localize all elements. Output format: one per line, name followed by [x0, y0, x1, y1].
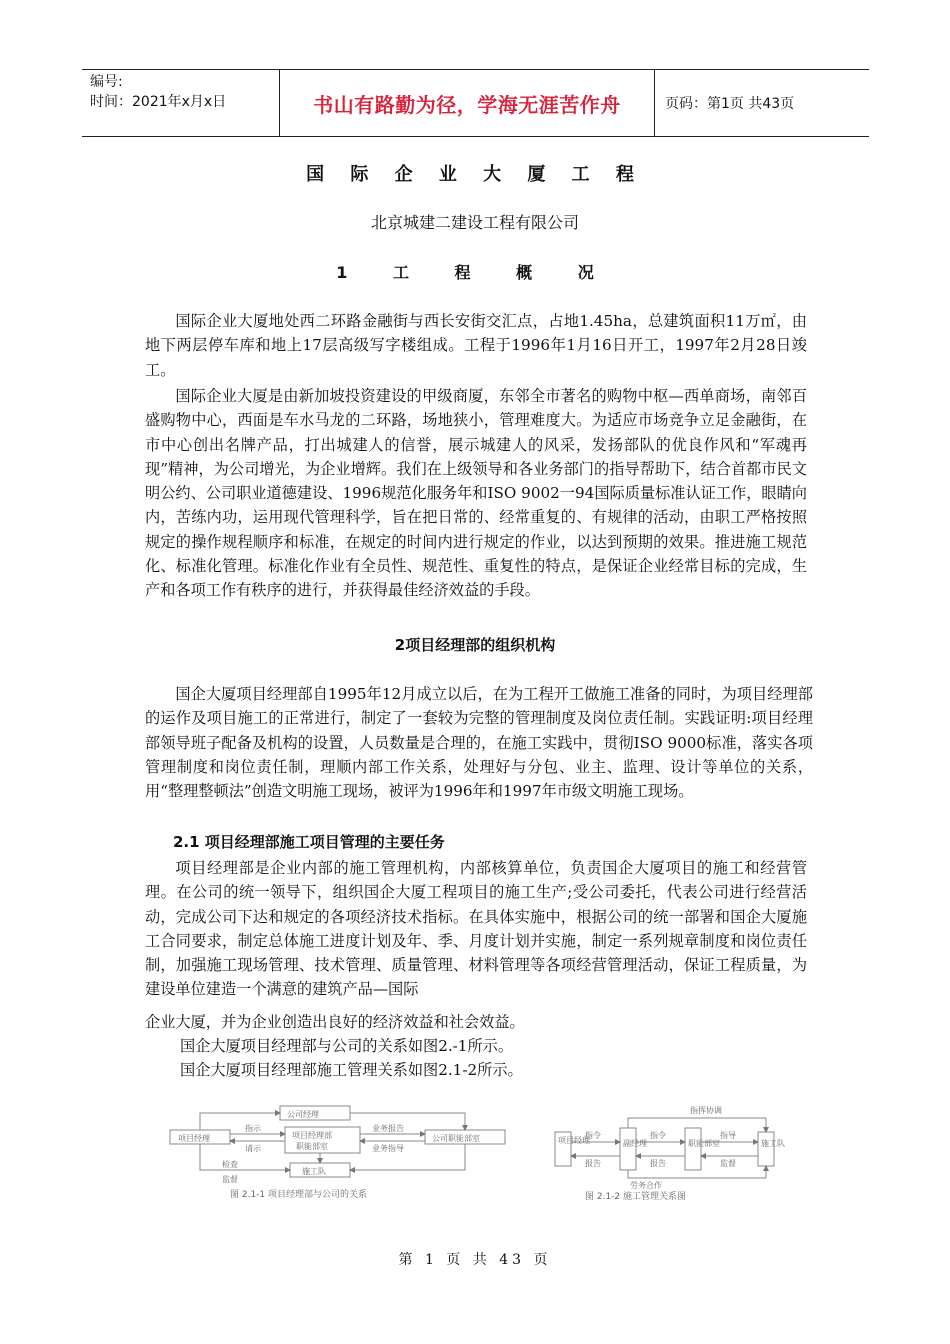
fig1-label-request: 请示 — [245, 1144, 261, 1153]
fig1-label-supervise: 监督 — [222, 1175, 238, 1184]
figures-area — [160, 1100, 810, 1205]
fig2-label-report1: 报告 — [585, 1159, 601, 1168]
page-footer: 第 1 页 共 43 页 — [398, 1252, 552, 1268]
fig1-label-business-report: 业务报告 — [372, 1124, 404, 1133]
fig1-text-project-manager: 项目经理 — [178, 1134, 210, 1143]
fig2-text-dept: 职能部室 — [688, 1139, 720, 1148]
figure2-labels — [558, 1105, 785, 1202]
fig2-label-service: 劳务合作 — [630, 1181, 662, 1190]
header-page-info: 页码：第1页 共43页 — [665, 96, 795, 112]
header-number: 编号: — [90, 74, 123, 90]
figure-reference-1: 国企大厦项目经理部与公司的关系如图2.-1所示。 — [180, 1037, 514, 1055]
fig1-text-project-dept2: 职能部室 — [296, 1142, 328, 1151]
subsection21-heading: 2.1 项目经理部施工项目管理的主要任务 — [173, 833, 445, 851]
header-meta — [82, 70, 280, 136]
fig1-caption: 图 2.1-1 项目经理部与公司的关系 — [230, 1190, 368, 1200]
section2-heading: 2项目经理部的组织机构 — [394, 636, 556, 654]
fig2-box-vice — [620, 1128, 636, 1170]
fig2-label-order1: 指令 — [585, 1131, 601, 1140]
header-motto: 书山有路勤为径，学海无涯苦作舟 — [280, 70, 655, 136]
fig1-text-company-dept: 公司职能部室 — [432, 1134, 480, 1143]
fig2-box-team — [758, 1132, 774, 1166]
figure-construction-management — [555, 1118, 774, 1178]
section1-heading: 1 工 程 概 况 — [336, 263, 614, 282]
section1-paragraph-2: 国际企业大厦是由新加坡投资建设的甲级商厦，东邻全市著名的购物中枢—西单商场，南邻百盛购物中心，西面是车水马龙的二环路，场地狭小，管理难度大。为适应市场竞争立足金融街，在市中心创出名牌产品，打出城建人的信誉，展示城建人的风采，发扬部队的优良作风和“军魂再现”精神，为公司增光，为企业增辉。我们在上级领导和各业务部门的指导帮助下，结合首都市民文明公约、公司职业道德建设、1996规范化服务年和ISO 9002一94国际质量标准认证工作，眼睛向内，苦练内功，运用现代管理科学，旨在把日常的、经常重复的、有规律的活动，由职工严格按照规定的操作规程顺序和标准，在规定的时间内进行规定的作业，以达到预期的效果。推进施工规范化、标准化管理。标准化作业有全员性、规范性、重复性的特点，是保证企业经常目标的完成，生产和各项工作有秩序的进行，并获得最佳经济效益的手段。 — [145, 387, 807, 600]
figure1-labels — [178, 1110, 480, 1200]
fig2-text-team: 施工队 — [761, 1139, 785, 1148]
header-time: 时间：2021年x月x日 — [90, 94, 227, 110]
subsection21-paragraph-1: 项目经理部是企业内部的施工管理机构，内部核算单位，负责国企大厦项目的施工和经营管理。在公司的统一领导下，组织国企大厦工程项目的施工生产;受公司委托，代表公司进行经营活动，完成公司下达和规定的各项经济技术指标。在具体实施中，根据公司的统一部署和国企大厦施工合同要求，制定总体施工进度计划及年、季、月度计划并实施，制定一系列规章制度和岗位责任制，加强施工现场管理、技术管理、质量管理、材料管理等各项经营管理活动，保证工程质量，为建设单位建造一个满意的建筑产品—国际 — [145, 859, 807, 999]
page-header — [82, 69, 869, 137]
figure-reference-2: 国企大厦项目经理部施工管理关系如图2.1-2所示。 — [180, 1061, 523, 1079]
fig1-label-instruct: 指示 — [245, 1124, 261, 1133]
fig2-caption: 图 2.1-2 施工管理关系图 — [585, 1192, 687, 1202]
fig1-text-project-dept: 项目经理部 — [292, 1131, 332, 1140]
fig1-text-construction-team: 施工队 — [302, 1167, 326, 1176]
fig1-label-business-guide: 业务指导 — [372, 1144, 404, 1153]
company-name: 北京城建二建设工程有限公司 — [370, 213, 579, 232]
fig2-label-report3: 监督 — [720, 1159, 736, 1168]
fig2-box-dept — [685, 1128, 701, 1170]
section1-paragraph-1: 国际企业大厦地处西二环路金融街与西长安街交汇点，占地1.45ha，总建筑面积11万㎡，由地下两层停车库和地上17层高级写字楼组成。工程于1996年1月16日开工，1997年2月28日竣工。 — [145, 312, 807, 379]
subsection21-paragraph-end: 企业大厦，并为企业创造出良好的经济效益和社会效益。 — [145, 1013, 525, 1031]
document-title: 国 际 企 业 大 厦 工 程 — [306, 164, 644, 185]
fig2-label-order2: 指令 — [650, 1131, 666, 1140]
fig1-label-inspect: 检查 — [222, 1160, 238, 1169]
fig2-label-order3: 指导 — [720, 1131, 736, 1140]
fig2-text-vice: 副经理 — [623, 1139, 647, 1148]
fig2-label-command: 指挥协调 — [690, 1106, 722, 1115]
fig2-label-report2: 报告 — [650, 1159, 666, 1168]
section2-paragraph-1: 国企大厦项目经理部自1995年12月成立以后，在为工程开工做施工准备的同时，为项目经理部的运作及项目施工的正常进行，制定了一套较为完整的管理制度及岗位责任制。实践证明:项目经理部领导班子配备及机构的设置，人员数量是合理的，在施工实践中，贯彻ISO 9000标准，落实各项管理制度和岗位责任制，理顺内部工作关系，处理好与分包、业主、监理、设计等单位的关系，用“整理整顿法”创造文明施工现场，被评为1996年和1997年市级文明施工现场。 — [145, 685, 813, 801]
fig1-text-company-manager: 公司经理 — [287, 1110, 319, 1119]
fig2-text-pm: 项目经理 — [558, 1136, 590, 1145]
